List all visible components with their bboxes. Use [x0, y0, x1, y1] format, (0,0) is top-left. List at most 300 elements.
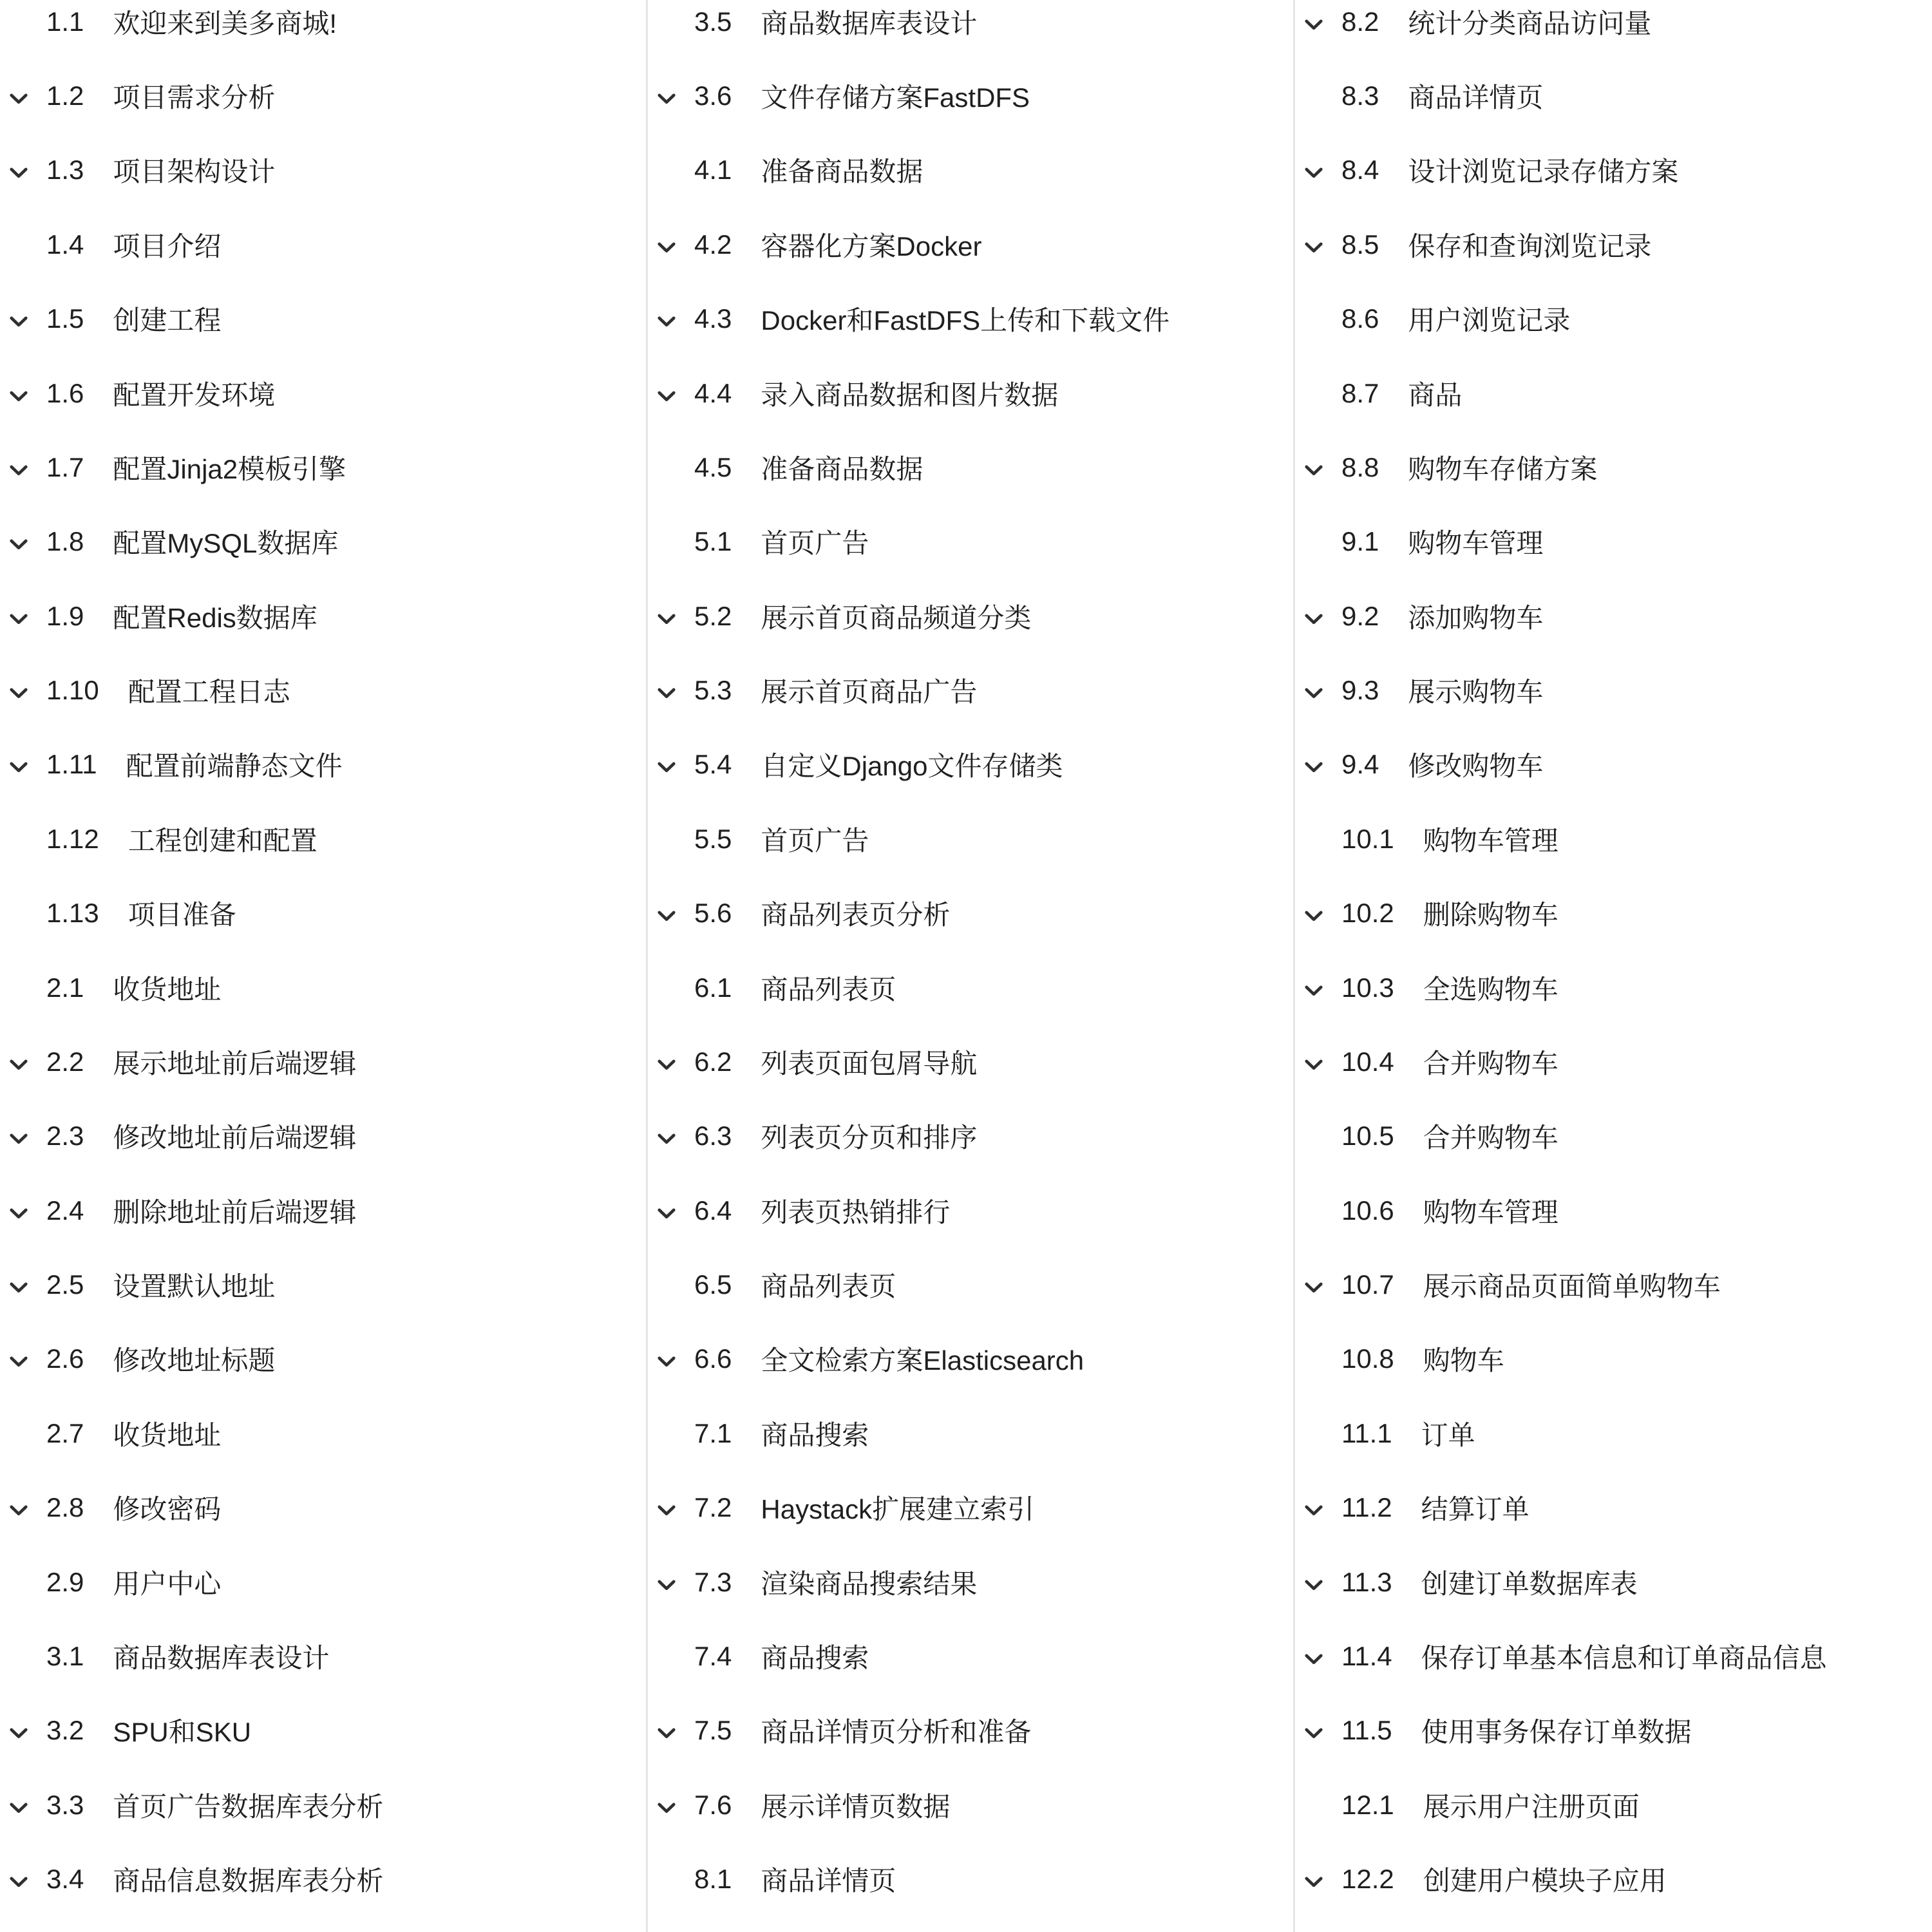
toc-item-title: 商品信息数据库表分析 — [113, 1866, 384, 1897]
toc-item[interactable] — [648, 579, 1293, 653]
toc-item-title: 展示地址前后端逻辑 — [113, 1048, 357, 1079]
toc-item-number: 8.1 — [694, 1864, 732, 1895]
toc-item-number: 2.5 — [46, 1269, 84, 1300]
chevron-down-icon[interactable] — [1304, 161, 1341, 179]
toc-item-number: 10.8 — [1341, 1343, 1394, 1374]
toc-item[interactable] — [0, 1842, 646, 1916]
toc-item[interactable] — [648, 1471, 1293, 1545]
chevron-down-icon[interactable] — [657, 1053, 694, 1071]
chevron-down-icon[interactable] — [657, 681, 694, 699]
toc-item[interactable] — [0, 1396, 646, 1470]
toc-item-number: 7.6 — [694, 1789, 732, 1820]
toc-item-number: 8.2 — [1341, 6, 1379, 37]
toc-item-title: 商品详情页分析和准备 — [761, 1717, 1032, 1748]
toc-item-number: 3.3 — [46, 1789, 84, 1820]
toc-item[interactable] — [0, 1247, 646, 1321]
toc-item-number: 8.4 — [1341, 155, 1379, 185]
toc-item-title: 商品列表页分析 — [761, 900, 951, 931]
toc-column-3 — [1293, 0, 1932, 1932]
toc-item-number: 9.1 — [1341, 526, 1379, 557]
toc-item-number: 3.2 — [46, 1715, 84, 1746]
toc-item[interactable] — [0, 1694, 646, 1768]
toc-item-title: 展示商品页面简单购物车 — [1423, 1271, 1721, 1302]
chevron-placeholder — [657, 1276, 694, 1294]
toc-item[interactable] — [1295, 1842, 1932, 1916]
toc-item-number: 10.3 — [1341, 972, 1394, 1003]
toc-item-title: 全文检索方案Elasticsearch — [761, 1345, 1084, 1376]
toc-item-number: 12.1 — [1341, 1789, 1394, 1820]
toc-item-title: 修改密码 — [113, 1494, 222, 1525]
chevron-placeholder — [9, 904, 46, 922]
toc-item[interactable] — [648, 1173, 1293, 1247]
toc-item-number: 2.6 — [46, 1343, 84, 1374]
toc-item-number: 1.13 — [46, 898, 99, 929]
chevron-down-icon[interactable] — [9, 1053, 46, 1071]
toc-item-title: 配置前端静态文件 — [126, 751, 343, 782]
toc-item-number: 6.4 — [694, 1195, 732, 1226]
toc-item-number: 2.7 — [46, 1417, 84, 1448]
toc-item-title: 商品数据库表设计 — [761, 8, 978, 39]
chevron-down-icon[interactable] — [9, 1499, 46, 1517]
toc-item-title: 展示用户注册页面 — [1423, 1791, 1640, 1822]
toc-item[interactable] — [0, 282, 646, 356]
toc-item[interactable] — [0, 876, 646, 951]
chevron-placeholder — [1304, 533, 1341, 551]
chevron-down-icon[interactable] — [1304, 459, 1341, 477]
toc-item[interactable] — [1295, 1173, 1932, 1247]
toc-item-title: 删除购物车 — [1423, 900, 1558, 931]
toc-item-number: 10.1 — [1341, 823, 1394, 854]
chevron-down-icon[interactable] — [9, 755, 46, 773]
chevron-down-icon[interactable] — [9, 1350, 46, 1368]
toc-item[interactable] — [1295, 1471, 1932, 1545]
toc-item[interactable] — [648, 1025, 1293, 1099]
toc-item-number: 10.7 — [1341, 1269, 1394, 1300]
toc-item-title: 项目准备 — [128, 900, 236, 931]
toc-item-title: 首页广告数据库表分析 — [113, 1791, 384, 1822]
toc-item-number: 3.5 — [694, 6, 732, 37]
toc-item[interactable] — [648, 505, 1293, 579]
toc-item[interactable] — [1295, 728, 1932, 802]
toc-item-title: 展示首页商品频道分类 — [761, 602, 1032, 633]
chevron-down-icon[interactable] — [657, 755, 694, 773]
chevron-down-icon[interactable] — [657, 607, 694, 625]
toc-item-title: 使用事务保存订单数据 — [1421, 1717, 1692, 1748]
chevron-down-icon[interactable] — [1304, 1499, 1341, 1517]
chevron-down-icon[interactable] — [657, 1721, 694, 1739]
toc-item[interactable] — [1295, 59, 1932, 133]
toc-item-title: 设置默认地址 — [113, 1271, 276, 1302]
toc-item-number: 10.4 — [1341, 1046, 1394, 1077]
chevron-placeholder — [1304, 384, 1341, 402]
toc-item-title: 展示详情页数据 — [761, 1791, 951, 1822]
toc-item-number: 8.3 — [1341, 80, 1379, 111]
toc-item-title: 添加购物车 — [1408, 602, 1544, 633]
toc-column-2 — [646, 0, 1293, 1932]
toc-item-title: 首页广告 — [761, 528, 869, 559]
toc-item[interactable] — [648, 876, 1293, 951]
toc-item-title: Docker和FastDFS上传和下载文件 — [761, 305, 1170, 336]
toc-item-title: 购物车存储方案 — [1408, 453, 1598, 484]
toc-item[interactable] — [1295, 1768, 1932, 1842]
chevron-placeholder — [9, 236, 46, 254]
chevron-placeholder — [9, 979, 46, 997]
toc-item[interactable] — [1295, 133, 1932, 207]
toc-item-number: 3.1 — [46, 1640, 84, 1671]
toc-item-title: 列表页分页和排序 — [761, 1122, 978, 1153]
toc-item[interactable] — [648, 1619, 1293, 1693]
chevron-placeholder — [1304, 1425, 1341, 1443]
toc-item[interactable] — [1295, 579, 1932, 653]
toc-item[interactable] — [648, 133, 1293, 207]
toc-item-title: 购物车管理 — [1423, 825, 1558, 856]
toc-item-number: 12.2 — [1341, 1864, 1394, 1895]
chevron-down-icon[interactable] — [9, 1276, 46, 1294]
toc-item-number: 1.9 — [46, 600, 84, 631]
toc-item-title: 订单 — [1421, 1419, 1475, 1450]
toc-item-number: 6.6 — [694, 1343, 732, 1374]
toc-item-title: 设计浏览记录存储方案 — [1408, 156, 1679, 187]
toc-item[interactable] — [648, 1396, 1293, 1470]
chevron-down-icon[interactable] — [9, 459, 46, 477]
toc-item-number: 7.4 — [694, 1640, 732, 1671]
toc-item-number: 1.1 — [46, 6, 84, 37]
toc-item[interactable] — [648, 1545, 1293, 1619]
toc-item[interactable] — [648, 1842, 1293, 1916]
chevron-down-icon[interactable] — [657, 1796, 694, 1814]
toc-item[interactable] — [648, 1099, 1293, 1173]
chevron-down-icon[interactable] — [1304, 1647, 1341, 1665]
toc-item-number: 2.2 — [46, 1046, 84, 1077]
toc-item-title: 配置工程日志 — [128, 677, 290, 708]
toc-item-number: 4.5 — [694, 451, 732, 482]
toc-item-title: 合并购物车 — [1423, 1122, 1558, 1153]
toc-item-title: 修改购物车 — [1408, 751, 1544, 782]
chevron-down-icon[interactable] — [9, 161, 46, 179]
toc-item[interactable] — [0, 728, 646, 802]
chevron-down-icon[interactable] — [9, 1202, 46, 1220]
chevron-placeholder — [9, 13, 46, 31]
toc-item-title: 合并购物车 — [1423, 1048, 1558, 1079]
toc-item[interactable] — [1295, 505, 1932, 579]
chevron-placeholder — [1304, 1350, 1341, 1368]
toc-item[interactable] — [1295, 1247, 1932, 1321]
toc-item[interactable] — [1295, 1099, 1932, 1173]
toc-item[interactable] — [0, 1471, 646, 1545]
chevron-down-icon[interactable] — [9, 1721, 46, 1739]
toc-item-title: 保存和查询浏览记录 — [1408, 231, 1652, 261]
toc-item-number: 11.3 — [1341, 1566, 1392, 1597]
toc-item-number: 5.3 — [694, 675, 732, 706]
toc-item[interactable] — [0, 1173, 646, 1247]
toc-item[interactable] — [1295, 1545, 1932, 1619]
toc-item-number: 7.5 — [694, 1715, 732, 1746]
toc-item[interactable] — [0, 1768, 646, 1842]
toc-item[interactable] — [1295, 653, 1932, 727]
toc-item-number: 9.2 — [1341, 600, 1379, 631]
toc-item-number: 11.5 — [1341, 1715, 1392, 1746]
toc-item[interactable] — [1295, 1694, 1932, 1768]
toc-item-number: 1.12 — [46, 823, 99, 854]
toc-item[interactable] — [0, 1025, 646, 1099]
chevron-down-icon[interactable] — [1304, 1721, 1341, 1739]
chevron-down-icon[interactable] — [9, 87, 46, 105]
toc-item-number: 1.7 — [46, 451, 84, 482]
toc-item[interactable] — [1295, 1396, 1932, 1470]
toc-item-number: 10.5 — [1341, 1121, 1394, 1151]
toc-item-title: 创建订单数据库表 — [1421, 1568, 1638, 1599]
chevron-down-icon[interactable] — [657, 87, 694, 105]
toc-item-title: 录入商品数据和图片数据 — [761, 379, 1059, 410]
toc-item[interactable] — [0, 430, 646, 504]
toc-item[interactable] — [0, 207, 646, 281]
toc-item-number: 10.6 — [1341, 1195, 1394, 1226]
toc-item-number: 5.2 — [694, 600, 732, 631]
chevron-placeholder — [1304, 830, 1341, 848]
chevron-down-icon[interactable] — [657, 1350, 694, 1368]
toc-item-title: 用户浏览记录 — [1408, 305, 1571, 336]
toc-item-number: 1.3 — [46, 155, 84, 185]
toc-item-title: 收货地址 — [113, 974, 222, 1005]
toc-item-number: 2.4 — [46, 1195, 84, 1226]
toc-item-number: 9.3 — [1341, 675, 1379, 706]
toc-item-title: 工程创建和配置 — [128, 825, 317, 856]
chevron-down-icon[interactable] — [1304, 1276, 1341, 1294]
toc-item-number: 5.1 — [694, 526, 732, 557]
chevron-down-icon[interactable] — [657, 236, 694, 254]
toc-item[interactable] — [648, 0, 1293, 59]
toc-item-title: 保存订单基本信息和订单商品信息 — [1421, 1642, 1827, 1673]
chevron-down-icon[interactable] — [657, 384, 694, 402]
toc-item[interactable] — [0, 1545, 646, 1619]
toc-item[interactable] — [1295, 1322, 1932, 1396]
chevron-down-icon[interactable] — [657, 1573, 694, 1591]
toc-item-number: 1.4 — [46, 229, 84, 260]
toc-item-number: 7.2 — [694, 1492, 732, 1523]
toc-item[interactable] — [648, 59, 1293, 133]
toc-item-number: 3.6 — [694, 80, 732, 111]
chevron-placeholder — [1304, 1796, 1341, 1814]
toc-item-title: 商品列表页 — [761, 1271, 896, 1302]
toc-item[interactable] — [1295, 207, 1932, 281]
toc-item-title: 结算订单 — [1421, 1494, 1530, 1525]
toc-item[interactable] — [1295, 951, 1932, 1025]
toc-item[interactable] — [648, 1322, 1293, 1396]
toc-item-title: 配置开发环境 — [113, 379, 276, 410]
toc-item-title: 列表页热销排行 — [761, 1197, 951, 1227]
chevron-placeholder — [1304, 1127, 1341, 1145]
toc-item[interactable] — [648, 1247, 1293, 1321]
toc-item-title: 自定义Django文件存储类 — [761, 751, 1063, 782]
toc-item-number: 8.7 — [1341, 377, 1379, 408]
toc-item-number: 11.4 — [1341, 1640, 1392, 1671]
toc-item-number: 11.1 — [1341, 1417, 1392, 1448]
chevron-placeholder — [9, 1573, 46, 1591]
toc-item[interactable] — [0, 579, 646, 653]
toc-item-number: 2.1 — [46, 972, 84, 1003]
chevron-down-icon[interactable] — [9, 1870, 46, 1888]
toc-item[interactable] — [648, 728, 1293, 802]
chevron-down-icon[interactable] — [657, 1127, 694, 1145]
toc-item-number: 1.10 — [46, 675, 99, 706]
toc-item-title: 首页广告 — [761, 825, 869, 856]
toc-item-title: 用户中心 — [113, 1568, 222, 1599]
chevron-down-icon[interactable] — [9, 1796, 46, 1814]
toc-item-number: 9.4 — [1341, 749, 1379, 780]
toc-item-title: 统计分类商品访问量 — [1408, 8, 1652, 39]
chevron-down-icon[interactable] — [1304, 236, 1341, 254]
toc-item-title: 购物车 — [1423, 1345, 1504, 1376]
toc-item-title: 展示首页商品广告 — [761, 677, 978, 708]
toc-item-title: SPU和SKU — [113, 1717, 252, 1748]
chevron-placeholder — [657, 1425, 694, 1443]
toc-item[interactable] — [0, 1619, 646, 1693]
toc-item-title: Haystack扩展建立索引 — [761, 1494, 1035, 1525]
chevron-placeholder — [1304, 87, 1341, 105]
chevron-down-icon[interactable] — [657, 1202, 694, 1220]
toc-item-title: 购物车管理 — [1408, 528, 1544, 559]
chevron-placeholder — [9, 1647, 46, 1665]
toc-item-number: 3.4 — [46, 1864, 84, 1895]
chevron-down-icon[interactable] — [1304, 755, 1341, 773]
toc-item[interactable] — [648, 1768, 1293, 1842]
chevron-down-icon[interactable] — [9, 1127, 46, 1145]
toc-item-title: 商品 — [1408, 379, 1463, 410]
toc-item-number: 6.3 — [694, 1121, 732, 1151]
chevron-placeholder — [657, 1647, 694, 1665]
toc-item-number: 4.4 — [694, 377, 732, 408]
toc-item[interactable] — [648, 356, 1293, 430]
toc-item[interactable] — [1295, 430, 1932, 504]
toc-item-title: 商品数据库表设计 — [113, 1642, 330, 1673]
toc-item-title: 展示购物车 — [1408, 677, 1544, 708]
toc-item-number: 1.8 — [46, 526, 84, 557]
toc-item-number: 10.2 — [1341, 898, 1394, 929]
toc-item-title: 商品搜索 — [761, 1419, 869, 1450]
toc-item-number: 8.8 — [1341, 451, 1379, 482]
toc-item[interactable] — [0, 505, 646, 579]
chevron-down-icon[interactable] — [1304, 607, 1341, 625]
toc-item-title: 准备商品数据 — [761, 156, 923, 187]
chevron-down-icon[interactable] — [9, 533, 46, 551]
toc-item[interactable] — [0, 1099, 646, 1173]
chevron-down-icon[interactable] — [1304, 1573, 1341, 1591]
toc-item-number: 1.5 — [46, 303, 84, 334]
chevron-down-icon[interactable] — [9, 607, 46, 625]
toc-item-title: 创建工程 — [113, 305, 222, 336]
toc-item-title: 商品搜索 — [761, 1642, 869, 1673]
toc-item-title: 容器化方案Docker — [761, 231, 982, 261]
chevron-down-icon[interactable] — [657, 904, 694, 922]
toc-item[interactable] — [1295, 282, 1932, 356]
toc-item-title: 商品详情页 — [1408, 82, 1544, 113]
toc-item-title: 渲染商品搜索结果 — [761, 1568, 978, 1599]
chevron-down-icon[interactable] — [9, 681, 46, 699]
toc-item[interactable] — [648, 282, 1293, 356]
toc-item-title: 配置MySQL数据库 — [113, 528, 339, 559]
toc-item[interactable] — [0, 356, 646, 430]
toc-item[interactable] — [0, 0, 646, 59]
toc-item-title: 全选购物车 — [1423, 974, 1558, 1005]
toc-item-title: 列表页面包屑导航 — [761, 1048, 978, 1079]
toc-item-number: 6.2 — [694, 1046, 732, 1077]
toc-item-number: 4.2 — [694, 229, 732, 260]
toc-item[interactable] — [1295, 1025, 1932, 1099]
toc-item-number: 11.2 — [1341, 1492, 1392, 1523]
toc-item-number: 2.9 — [46, 1566, 84, 1597]
toc-item[interactable] — [1295, 1619, 1932, 1693]
toc-item-title: 项目架构设计 — [113, 156, 276, 187]
toc-item[interactable] — [648, 1694, 1293, 1768]
toc-item-title: 收货地址 — [113, 1419, 222, 1450]
toc-item-number: 6.1 — [694, 972, 732, 1003]
chevron-placeholder — [657, 979, 694, 997]
chevron-placeholder — [1304, 1202, 1341, 1220]
toc-item[interactable] — [0, 653, 646, 727]
toc-item-number: 5.5 — [694, 823, 732, 854]
toc-item[interactable] — [648, 653, 1293, 727]
chevron-placeholder — [657, 1870, 694, 1888]
toc-item-title: 项目需求分析 — [113, 82, 276, 113]
toc-item-title: 修改地址标题 — [113, 1345, 276, 1376]
toc-item-number: 1.6 — [46, 377, 84, 408]
toc-item-title: 准备商品数据 — [761, 453, 923, 484]
chevron-placeholder — [657, 533, 694, 551]
chevron-placeholder — [1304, 310, 1341, 328]
toc-item-number: 1.11 — [46, 749, 97, 780]
chevron-down-icon[interactable] — [1304, 681, 1341, 699]
chevron-down-icon[interactable] — [9, 384, 46, 402]
toc-item-title: 购物车管理 — [1423, 1197, 1558, 1227]
toc-item[interactable] — [0, 951, 646, 1025]
chevron-down-icon[interactable] — [1304, 1870, 1341, 1888]
toc-item[interactable] — [0, 133, 646, 207]
toc-item-title: 创建用户模块子应用 — [1423, 1866, 1667, 1897]
toc-item-number: 7.3 — [694, 1566, 732, 1597]
toc-column-1 — [0, 0, 646, 1932]
toc-item[interactable] — [1295, 802, 1932, 876]
toc-item[interactable] — [1295, 356, 1932, 430]
chevron-down-icon[interactable] — [1304, 979, 1341, 997]
chevron-placeholder — [657, 830, 694, 848]
toc-item-number: 8.6 — [1341, 303, 1379, 334]
toc-item-title: 配置Redis数据库 — [113, 602, 317, 633]
toc-item-number: 2.8 — [46, 1492, 84, 1523]
toc-item[interactable] — [0, 1322, 646, 1396]
toc-item-title: 商品详情页 — [761, 1866, 896, 1897]
chevron-placeholder — [657, 13, 694, 31]
chevron-down-icon[interactable] — [1304, 904, 1341, 922]
toc-item-title: 商品列表页 — [761, 974, 896, 1005]
toc-item-number: 1.2 — [46, 80, 84, 111]
toc-item-number: 5.4 — [694, 749, 732, 780]
toc-item[interactable] — [1295, 0, 1932, 59]
toc-item[interactable] — [0, 802, 646, 876]
chevron-down-icon[interactable] — [657, 1499, 694, 1517]
toc-item[interactable] — [648, 802, 1293, 876]
toc-item[interactable] — [1295, 876, 1932, 951]
toc-item-title: 欢迎来到美多商城! — [113, 8, 337, 39]
chevron-down-icon[interactable] — [1304, 13, 1341, 31]
toc-item[interactable] — [648, 430, 1293, 504]
toc-item[interactable] — [648, 207, 1293, 281]
chevron-down-icon[interactable] — [657, 310, 694, 328]
chevron-down-icon[interactable] — [1304, 1053, 1341, 1071]
toc-item[interactable] — [0, 59, 646, 133]
chevron-down-icon[interactable] — [9, 310, 46, 328]
toc-item-title: 修改地址前后端逻辑 — [113, 1122, 357, 1153]
toc-item[interactable] — [648, 951, 1293, 1025]
